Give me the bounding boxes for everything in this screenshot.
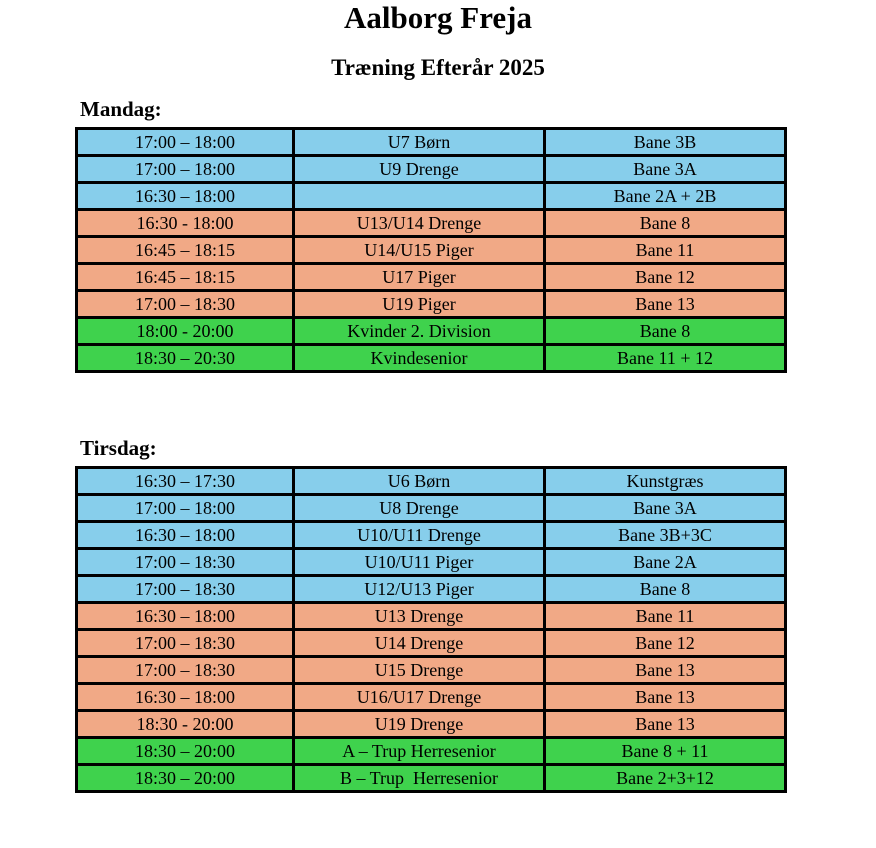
team-cell: U8 Drenge [294,495,545,522]
schedule-table-mandag [75,127,787,373]
schedule-row [77,468,786,495]
time-cell: 16:45 – 18:15 [77,264,294,291]
schedule-row [77,657,786,684]
schedule-row [77,765,786,792]
time-cell: 16:30 – 18:00 [77,684,294,711]
team-cell: U14 Drenge [294,630,545,657]
schedule-row [77,495,786,522]
time-cell: 17:00 – 18:00 [77,495,294,522]
time-cell: 17:00 – 18:30 [77,291,294,318]
field-cell: Bane 11 + 12 [545,345,786,372]
team-cell: Kvindesenior [294,345,545,372]
field-cell: Bane 3B+3C [545,522,786,549]
team-cell: U12/U13 Piger [294,576,545,603]
team-cell: U16/U17 Drenge [294,684,545,711]
schedule-row [77,603,786,630]
team-cell: U10/U11 Piger [294,549,545,576]
field-cell: Bane 2A + 2B [545,183,786,210]
field-cell: Bane 8 + 11 [545,738,786,765]
field-cell: Bane 13 [545,711,786,738]
time-cell: 16:30 – 18:00 [77,603,294,630]
time-cell: 16:30 – 18:00 [77,522,294,549]
field-cell: Bane 8 [545,318,786,345]
field-cell: Bane 11 [545,237,786,264]
time-cell: 18:30 - 20:00 [77,711,294,738]
team-cell: U9 Drenge [294,156,545,183]
schedule-row [77,291,786,318]
team-cell: A – Trup Herresenior [294,738,545,765]
team-cell [294,183,545,210]
schedule-row [77,576,786,603]
time-cell: 16:30 – 17:30 [77,468,294,495]
field-cell: Bane 12 [545,630,786,657]
time-cell: 17:00 – 18:00 [77,156,294,183]
field-cell: Bane 12 [545,264,786,291]
field-cell: Bane 13 [545,291,786,318]
time-cell: 18:30 – 20:00 [77,765,294,792]
team-cell: U19 Drenge [294,711,545,738]
field-cell: Bane 13 [545,684,786,711]
field-cell: Bane 8 [545,576,786,603]
schedule-row [77,183,786,210]
time-cell: 17:00 – 18:30 [77,657,294,684]
schedule-row [77,738,786,765]
team-cell: U6 Børn [294,468,545,495]
time-cell: 18:00 - 20:00 [77,318,294,345]
schedule-table-tirsdag [75,466,787,793]
field-cell: Bane 3A [545,156,786,183]
schedule-row [77,549,786,576]
time-cell: 17:00 – 18:00 [77,129,294,156]
field-cell: Bane 11 [545,603,786,630]
team-cell: U7 Børn [294,129,545,156]
time-cell: 16:45 – 18:15 [77,237,294,264]
day-label-tirsdag: Tirsdag: [80,436,157,460]
team-cell: U13/U14 Drenge [294,210,545,237]
field-cell: Bane 2+3+12 [545,765,786,792]
field-cell: Bane 13 [545,657,786,684]
team-cell: U10/U11 Drenge [294,522,545,549]
field-cell: Bane 3B [545,129,786,156]
time-cell: 18:30 – 20:00 [77,738,294,765]
field-cell: Bane 2A [545,549,786,576]
time-cell: 18:30 – 20:30 [77,345,294,372]
schedule-row [77,264,786,291]
time-cell: 16:30 - 18:00 [77,210,294,237]
schedule-row [77,210,786,237]
schedule-row [77,345,786,372]
page-title: Aalborg Freja [344,0,532,35]
day-label-mandag: Mandag: [80,97,162,121]
schedule-row [77,318,786,345]
schedule-row [77,522,786,549]
field-cell: Bane 8 [545,210,786,237]
time-cell: 17:00 – 18:30 [77,576,294,603]
field-cell: Kunstgræs [545,468,786,495]
schedule-row [77,156,786,183]
time-cell: 16:30 – 18:00 [77,183,294,210]
team-cell: U15 Drenge [294,657,545,684]
schedule-row [77,630,786,657]
team-cell: Kvinder 2. Division [294,318,545,345]
team-cell: U17 Piger [294,264,545,291]
team-cell: B – Trup Herresenior [294,765,545,792]
field-cell: Bane 3A [545,495,786,522]
schedule-row [77,129,786,156]
schedule-row [77,711,786,738]
team-cell: U14/U15 Piger [294,237,545,264]
schedule-row [77,684,786,711]
time-cell: 17:00 – 18:30 [77,630,294,657]
time-cell: 17:00 – 18:30 [77,549,294,576]
team-cell: U19 Piger [294,291,545,318]
team-cell: U13 Drenge [294,603,545,630]
page-subtitle: Træning Efterår 2025 [331,55,545,80]
schedule-row [77,237,786,264]
